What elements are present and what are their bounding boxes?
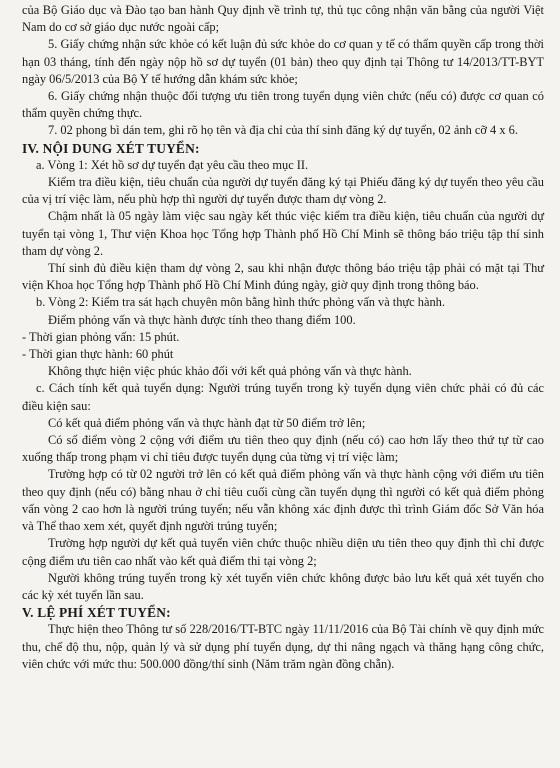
paragraph-round-1-check: Kiểm tra điều kiện, tiêu chuẩn của người dự tuyển đăng ký tại Phiếu đăng ký dự tuyển theo yêu cầu của vị trí việc làm, nếu phù hợp thì người dự tuyển được tham dự vòng 2. <box>22 175 544 207</box>
paragraph-multiple-priority: Trường hợp người dự kết quả tuyển viên chức thuộc nhiều diện ưu tiên theo quy định thì chỉ được cộng điểm ưu tiên cao nhất vào kết quả điểm thi tại vòng 2; <box>22 536 544 568</box>
paragraph-min-score: Có kết quả điểm phỏng vấn và thực hành đạt từ 50 điểm trở lên; <box>48 415 366 430</box>
paragraph-round-1-deadline: Chậm nhất là 05 ngày làm việc sau ngày kết thúc việc kiểm tra điều kiện, tiêu chuẩn của người dự tuyển tại vòng 1, Thư viện Khoa học Tổng hợp Thành phố Hồ Chí Minh sẽ thông báo triệu tập thí sinh tham dự vòng 2. <box>22 209 544 258</box>
paragraph-no-review: Không thực hiện việc phúc khảo đối với kết quả phỏng vấn và thực hành. <box>48 364 412 379</box>
paragraph-result-calculation: c. Cách tính kết quả tuyển dụng: Người trúng tuyển trong kỳ tuyển dụng viên chức phải có đủ các điều kiện sau: <box>22 381 544 413</box>
paragraph-round-1: a. Vòng 1: Xét hồ sơ dự tuyển đạt yêu cầu theo mục II. <box>36 157 309 172</box>
paragraph-item-5-health-certificate: 5. Giấy chứng nhận sức khỏe có kết luận đủ sức khỏe do cơ quan y tế có thẩm quyền cấp trong thời hạn 03 tháng, tính đến ngày nộp hồ sơ dự tuyển (01 bản) theo quy định tại Thông tư 14/2013/TT-BYT ngày 06/5/2013 của Bộ Y tế hướng dẫn khám sức khỏe; <box>22 37 544 86</box>
paragraph-interview-time: - Thời gian phỏng vấn: 15 phút. <box>22 329 180 344</box>
paragraph-no-reservation: Người không trúng tuyển trong kỳ xét tuyển viên chức không được bảo lưu kết quả xét tuyển cho các kỳ xét tuyển lần sau. <box>22 570 544 602</box>
paragraph-item-7-envelopes-photos: 7. 02 phong bì dán tem, ghi rõ họ tên và địa chỉ của thí sinh đăng ký dự tuyển, 02 ảnh cỡ 4 x 6. <box>48 123 518 138</box>
paragraph-ranking: Có số điểm vòng 2 cộng với điểm ưu tiên theo quy định (nếu có) cao hơn lấy theo thứ tự từ cao xuống thấp trong phạm vi chỉ tiêu được tuyển dụng của từng vị trí việc làm; <box>22 433 544 465</box>
paragraph-item-6-priority-certificate: 6. Giấy chứng nhận thuộc đối tượng ưu tiên trong tuyển dụng viên chức (nếu có) được cơ quan có thẩm quyền chứng thực. <box>22 89 544 121</box>
paragraph-practice-time: - Thời gian thực hành: 60 phút <box>22 347 174 362</box>
paragraph-degree-recognition: của Bộ Giáo dục và Đào tạo ban hành Quy định về trình tự, thủ tục công nhận văn bằng của người Việt Nam do cơ sở giáo dục nước ngoài cấp; <box>22 3 544 35</box>
paragraph-round-2: b. Vòng 2: Kiểm tra sát hạch chuyên môn bằng hình thức phỏng vấn và thực hành. <box>36 295 445 310</box>
paragraph-tie-break: Trường hợp có từ 02 người trở lên có kết quả điểm phỏng vấn và thực hành cộng với điểm ưu tiên theo quy định (nếu có) bằng nhau ở chỉ tiêu cuối cùng cần tuyển dụng thì người có kết quả điểm phỏng vấn vòng 2 cao hơn là người trúng tuyển; nếu vẫn không xác định được thì trình Giám đốc Sở Văn hóa và Thể thao xem xét, quyết định người trúng tuyển; <box>22 467 544 534</box>
paragraph-fee: Thực hiện theo Thông tư số 228/2016/TT-BTC ngày 11/11/2016 của Bộ Tài chính về quy định mức thu, chế độ thu, nộp, quản lý và sử dụng phí tuyển dụng, dự thi nâng ngạch và thăng hạng công chức, viên chức với mức thu: 500.000 đồng/thí sinh (Năm trăm ngàn đồng chẵn). <box>22 622 544 671</box>
paragraph-round-2-attendance: Thí sinh đủ điều kiện tham dự vòng 2, sau khi nhận được thông báo triệu tập phải có mặt tại Thư viện Khoa học Tổng hợp Thành phố Hồ Chí Minh đúng ngày, giờ quy định trong thông báo. <box>22 261 544 293</box>
paragraph-score-scale: Điểm phỏng vấn và thực hành được tính theo thang điểm 100. <box>48 312 356 327</box>
section-heading-iv: IV. NỘI DUNG XÉT TUYỂN: <box>22 140 200 156</box>
section-heading-v: V. LỆ PHÍ XÉT TUYỂN: <box>22 605 171 621</box>
